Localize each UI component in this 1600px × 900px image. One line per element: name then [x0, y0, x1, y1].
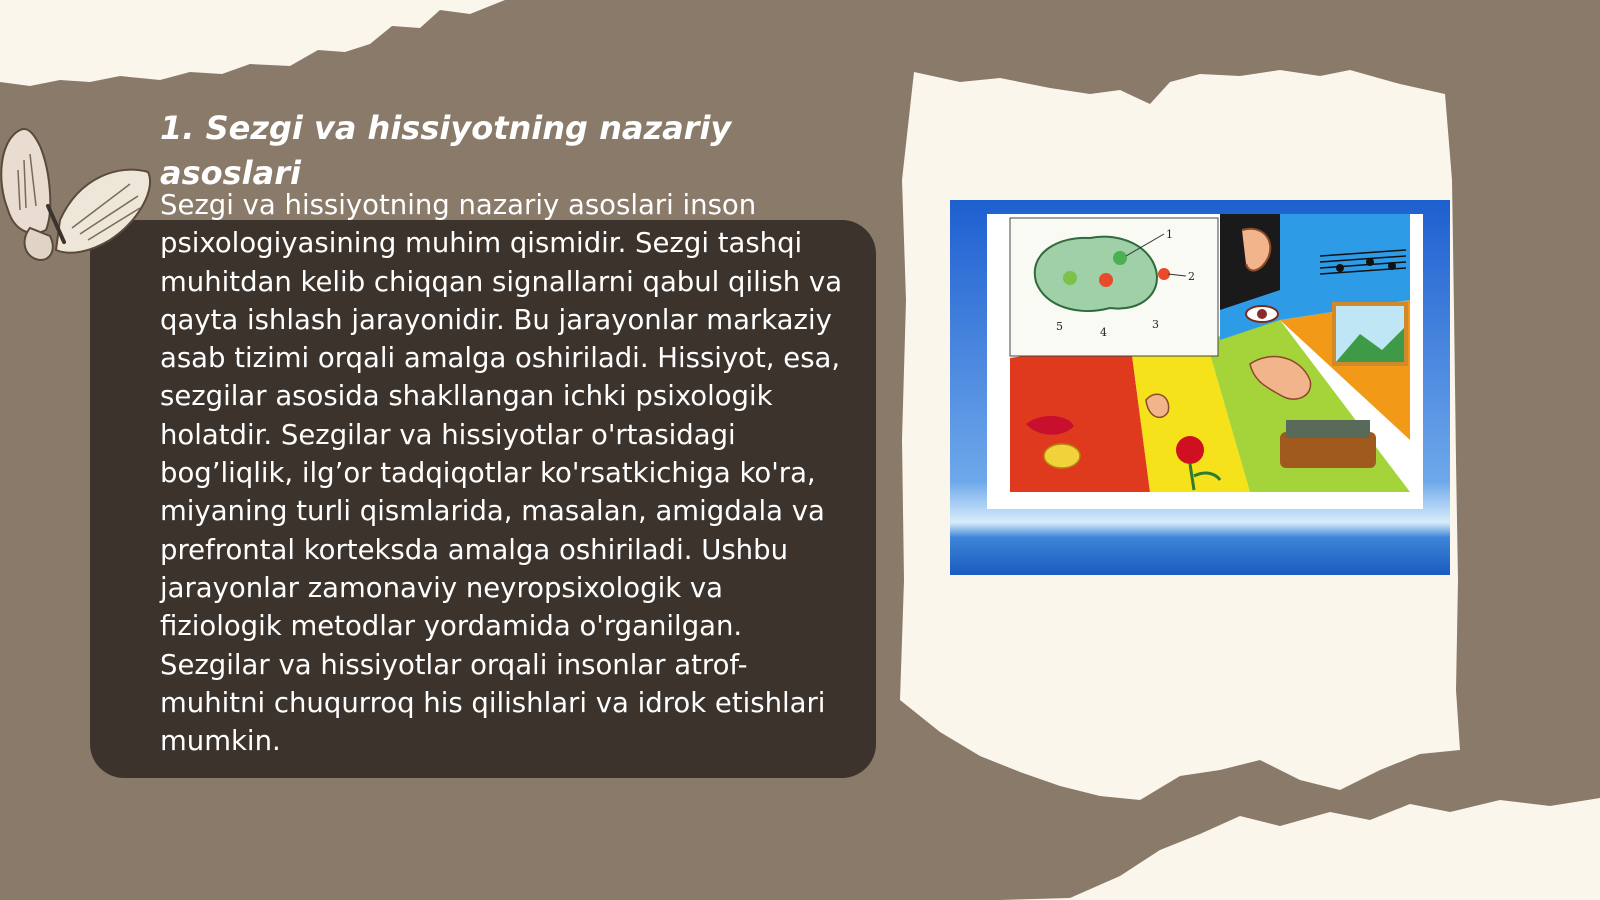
svg-text:3: 3 [1152, 318, 1159, 331]
slide-body-text: Sezgi va hissiyotning nazariy asoslari inson psixologiyasining muhim qismidir. Sezgi tashqi muhitdan kelib chiqqan signallarni qabul qilish va qayta ishlash jarayonidir. Bu jarayonlar markaziy asab tizimi orqali amalga oshiriladi. Hissiyot, esa, sezgilar asosida shakllangan ichki psixologik holatdir. Sezgilar va hissiyotlar o'rtasidagi bog’liqlik, ilg’or tadqiqotlar ko'rsatkichiga ko'ra, miyaning turli qismlarida, masalan, amigdala va prefrontal korteksda amalga oshiriladi. Ushbu jarayonlar zamonaviy neyropsixologik va fiziologik metodlar yordamida o'rganilgan. Sezgilar va hissiyotlar orqali insonlar atrof-muhitni chuqurroq his qilishlari va idrok etishlari mumkin. [160, 189, 843, 758]
senses-illustration [950, 200, 1450, 575]
rose-icon [1176, 436, 1204, 464]
butterfly-icon [0, 110, 160, 280]
torn-paper-top-left [0, 0, 520, 95]
svg-text:5: 5 [1056, 320, 1063, 333]
svg-text:4: 4 [1100, 326, 1107, 339]
brain-icon [1035, 237, 1157, 311]
svg-text:1: 1 [1166, 228, 1173, 241]
svg-text:2: 2 [1188, 270, 1195, 283]
slide-title: 1. Sezgi va hissiyotning nazariy asoslari [160, 109, 732, 192]
